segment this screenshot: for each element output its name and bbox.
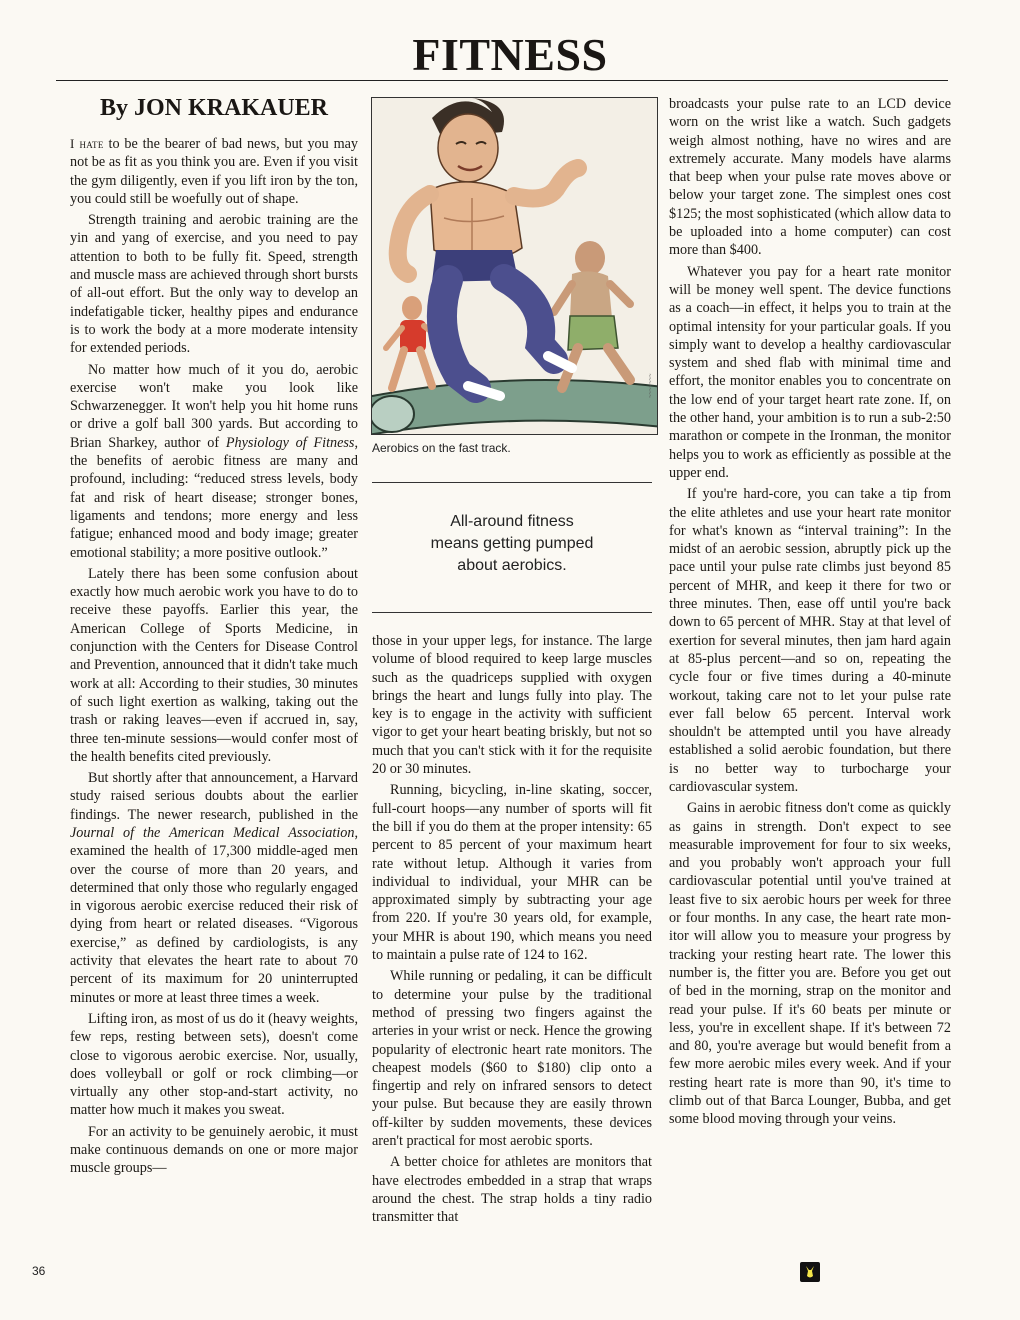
illustration-caption: Aerobics on the fast track. [372,441,511,455]
pull-quote: All-around fitness means getting pumped about aerobics. [430,513,594,574]
paragraph: While running or pedaling, it can be difficult to determine your pulse by the traditional method of pressing two fingers against the arteries in your wrist or neck. Hence the growing popularity of electronic heart rate monitors. The cheapest models ($60 to $180) clip onto a fingertip and rely on infrared sensors to detect your pulse. But because they are easily thrown off-kilter by sudden movements, these devices aren't practical for most aerobic sports. [372,968,652,1150]
book-title: Physiology of Fitness [225,434,355,451]
paragraph: Lifting iron, as most of us do it (heavy weights, few reps, resting between sets), doesn't come close to vigorous aerobic exercise. Nor, usually, does volleyball or golf or rock climbing—or virtually any other stop-and-start activity, no matter how much it makes you sweat. [70,1010,358,1119]
pull-quote-rule-top [372,482,652,483]
byline: By JON KRAKAUER [99,95,328,121]
paragraph: For an activity to be genuinely aerobic, it must make continuous demands on one or more major muscle groups— [70,1123,358,1177]
paragraph: No matter how much of it you do, aerobic exercise won't make you look like Schwarzenegger. It won't help you hit home runs or drive a golf ball 300 yards. But according to Brian Sharkey, author of Physiology of Fitness, the benefits of aerobic fitness are many and profound, including: “reduced stress levels, body fat and risk of heart disease; stronger bones, ligaments and tendons; more energy and less fatigue; enhanced mood and body image; greater emotional stability; a more positive outlook.” [70,361,358,561]
page-number: 36 [32,1264,46,1278]
paragraph: Strength training and aerobic training are the yin and yang of exercise, and you need to pay attention to both to be fully fit. Speed, strength and muscle mass are achieved through short bursts of all-out effort. But the only way to develop an indefatigable ticker, healthy pipes and endurance is to work the body at a more moderate intensity for extended periods. [70,212,359,357]
article-column-2 [372,632,652,1230]
paragraph: But shortly after that announcement, a Harvard study raised serious doubts about the earlier findings. The newer research, published in the Journal of the American Medical Association, examined the health of 17,300 middle-aged men over the course of more than 20 years, and determined that only those who regularly engaged in vigorous aerobic exercise reduced their risk of dying from heart or related diseases. “Vigorous exercise,” as defined by cardiologists, is any activity that elevates the heart rate to about 70 percent of its maximum for 20 uninterrupted minutes or more at least three times a week. [70,770,358,1006]
paragraph: broadcasts your pulse rate to an LCD device worn on the wrist like a watch. Such gadgets weigh almost nothing, have no wires and are extremely accurate. Many models have alarms that beep when your pulse rate moves above or below your target zone. The simplest ones cost $125; the most sophisticated (which allow data to be uploaded into a home computer) can cost more than $400. [669,96,951,259]
section-title: FITNESS [412,29,608,80]
pull-quote-rule-bottom [372,612,652,613]
illustrator-credit-icon: ~~~~~~~ [648,373,654,398]
header-rule [56,80,948,81]
paragraph: Whatever you pay for a heart rate monitor will be money well spent. The device functions as a coach—in effect, it helps you to train at the optimal intensity for your particular goals. If you simply want to develop a healthy cardiovascular system and shed flab with minimal time and effort, the monitor enables you to concentrate on the low end of your target heart rate zone. If, on the other hand, your ambition is to run a sub-2:50 marathon or compete in the Ironman, the monitor helps you to work as efficiently as possible at the upper end. [669,263,951,481]
paragraph: A better choice for athletes are monitors that have electrodes embedded in a strap that wraps around the chest. The strap holds a tiny radio transmitter that [372,1154,652,1226]
rabbit-head-end-mark-icon [800,1262,820,1282]
paragraph: those in your upper legs, for instance. The large volume of blood required to keep large muscles such as the quadriceps supplied with oxygen brings the heart and lungs fully into play. The key is to engage in the activity with sufficient vigor to get your heart beating briskly, but not so much that you can't stick with it for the requisite 20 or 30 minutes. [372,633,652,778]
lead-in: I hate [70,136,104,151]
illustration [371,97,658,435]
paragraph: Gains in aerobic fitness don't come as quickly as gains in strength. Don't expect to see measurable improvement for four to six weeks, and you probably won't approach your full cardiovascular potential until you've trained at least five to six aerobic hours per week for three or four months. In any case, the heart rate monitor will allow you to measure your progress by tracking your resting heart rate. The lower this number is, the fitter you are. Before you get out of bed in the morning, strap on the monitor and read your pulse. If it's 60 beats per minute or less, you're in excellent shape. If it's between 72 and 80, you're average but would benefit from a few more aerobic miles every week. And if your resting heart rate is more than 90, it's time to climb out of that Barca Lounger, Bubba, and get some blood moving through your veins. [669,800,951,1128]
journal-title: Journal of the American Medical Association [70,824,355,841]
runners-illustration [372,98,658,435]
paragraph: Running, bicycling, in-line skating, soccer, full-court hoops—any number of sports will fit the bill if you do them at the proper intensity: 65 percent to 85 percent of your maximum heart rate without letup. Although it varies from individual to individual, your MHR can be approximated simply by subtracting your age from 220. If you're 30 years old, for example, your MHR is about 190, which means you need to maintain a pulse rate of 124 to 162. [372,782,652,964]
paragraph: Lately there has been some confusion about exactly how much aerobic work you have to do to receive these payoffs. Earlier this year, the American College of Sports Medicine, in conjunction with the Centers for Disease Control and Prevention, announced that it didn't take much work at all: According to their studies, 30 minutes of such light exertion as walking, taking out the trash or raking leaves—even if accrued in, say, three ten-minute sessions—would confer most of the health benefits cited previously. [70,565,358,765]
paragraph: I hate to be the bearer of bad news, but you may not be as fit as you think you are. Even if you visit the gym diligently, even if you lift iron by the ton, you could still be woefully out of shape. [70,136,358,207]
paragraph: If you're hard-core, you can take a tip from the elite athletes and use your heart rate monitor for what's known as “interval training”: In the midst of an aerobic session, abruptly pick up the pace until your pulse rate climbs just beyond 85 percent of MHR, and keep it there for two or three minutes. Then, ease off until you're back down to 65 percent of MHR. Stay at that level of exertion for several minutes, then jam hard again at 85-plus percent—and so on, repeating the cycle four or five times during a 40-minute workout, taking care not to let your pulse rate ever fall below 65 percent. Interval work shouldn't be attempted until you have already established a solid aerobic foundation, but there is no better way to turbocharge your cardiovascular system. [669,486,951,795]
article-column-3 [669,95,951,1132]
article-column-1 [70,135,358,1181]
